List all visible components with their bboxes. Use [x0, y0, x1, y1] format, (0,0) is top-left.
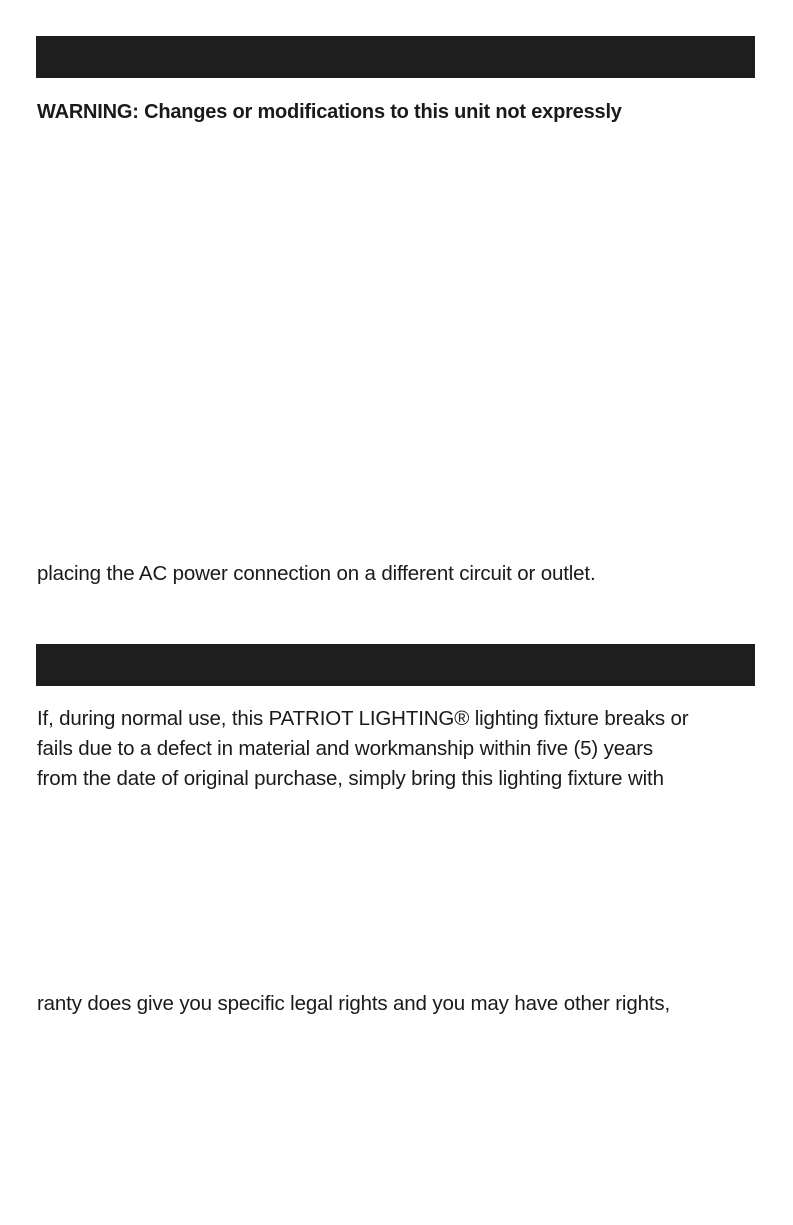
section-header-bar-2 — [36, 644, 755, 686]
outlet-text-line: placing the AC power connection on a different circuit or outlet. — [37, 562, 596, 585]
warranty-line-1: If, during normal use, this PATRIOT LIGHTING® lighting fixture breaks or — [37, 707, 689, 730]
section-header-bar-1 — [36, 36, 755, 78]
warranty-rights-line: ranty does give you specific legal rights and you may have other rights, — [37, 992, 671, 1015]
warranty-line-2: fails due to a defect in material and workmanship within five (5) years — [37, 737, 654, 760]
warning-text: WARNING: Changes or modifications to this unit not expressly — [37, 101, 622, 123]
warranty-line-3: from the date of original purchase, simply bring this lighting fixture with — [37, 767, 664, 790]
